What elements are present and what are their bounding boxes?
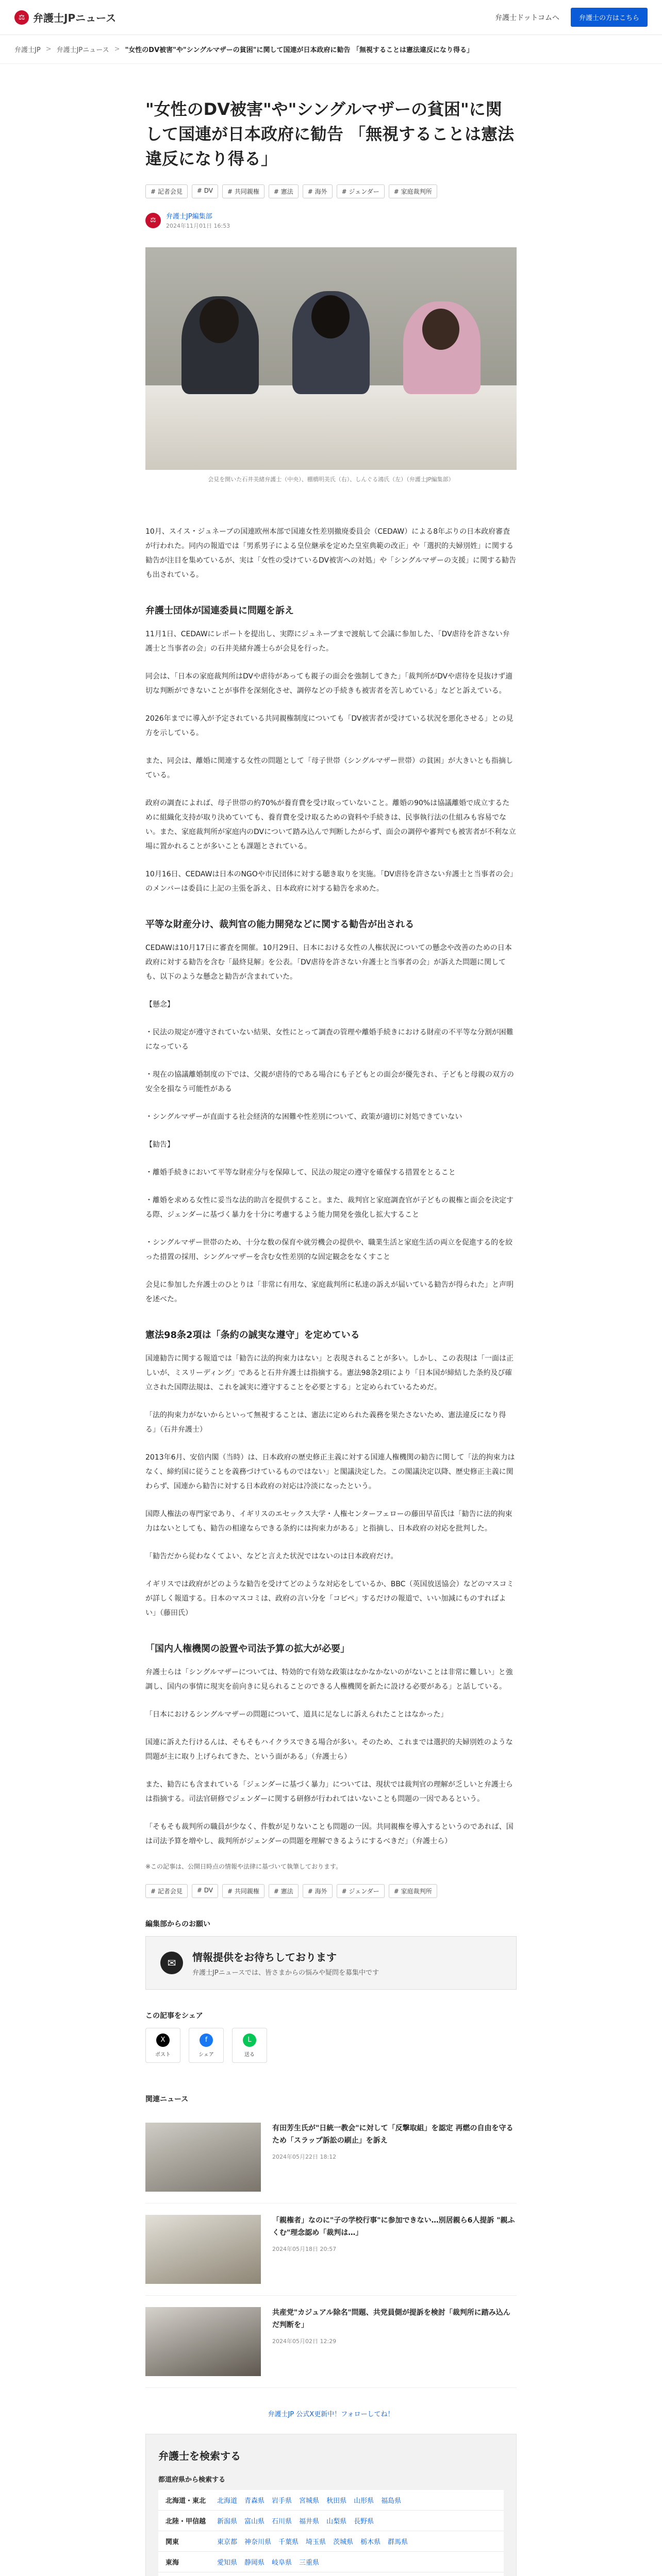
tag-joint-custody[interactable]: # 共同親権 — [222, 184, 264, 198]
tag-list — [145, 184, 517, 198]
tag-constitution[interactable]: # 憲法 — [269, 1884, 299, 1898]
breadcrumb-separator-icon: > — [114, 45, 120, 53]
share-x-label: ポスト — [155, 2052, 171, 2058]
prefecture-list — [217, 2516, 374, 2526]
paragraph: 国際人権法の専門家であり、イギリスのエセックス大学・人権センターフェローの藤田早苗氏は「勧告に法的拘束力はないとしても、勧告の相違ならできる条約には拘束力がある」と指摘し、日本政府の対応を批判した。 — [145, 1510, 512, 1533]
paragraph: 「法的拘束力がないからといって無視することは、憲法に定められた義務を果たさないため、憲法違反になり得る」（石井弁護士） — [145, 1411, 506, 1434]
list-item: ・離婚を求める女性に妥当な法的助言を提供すること。また、裁判官と家庭調査官が子どもの親権と面会を決定する際、ジェンダーに基づく暴力を十分に考慮するよう能力開発を強化し拡大すること — [145, 1196, 514, 1219]
related-title: 共産党"カジュアル除名"問題、共党員側が提訴を検討「裁判所に踏み込んだ判断を」 — [272, 2309, 510, 2329]
prefecture-link[interactable]: 千葉県 — [278, 2538, 299, 2546]
region-name: 関東 — [166, 2538, 179, 2546]
paragraph: 2026年までに導入が予定されている共同親権制度についても「DV被害者が受けている状況を悪化させる」との見方を示している。 — [145, 715, 514, 737]
list-item: ・シングルマザーが直面する社会経済的な困難や性差別について、政策が適切に対処できていない — [145, 1113, 462, 1121]
tag-press[interactable]: # 記者会見 — [145, 184, 188, 198]
x-icon: X — [156, 2033, 170, 2047]
share-label: この記事をシェア — [145, 2012, 203, 2020]
region-table — [158, 2490, 504, 2576]
prefecture-link[interactable]: 愛知県 — [217, 2559, 238, 2567]
section-heading: 「国内人権機関の設置や司法予算の拡大が必要」 — [145, 1643, 350, 1654]
tag-gender[interactable]: # ジェンダー — [337, 184, 385, 198]
lawyer-search-title: 弁護士を検索する — [158, 2450, 241, 2462]
prefecture-link[interactable]: 三重県 — [299, 2559, 320, 2567]
paragraph: 11月1日、CEDAWにレポートを提出し、実際にジュネーブまで渡航して会議に参加した、「DV虐待を許さない弁護士と当事者の会」の石井美緒弁護士らが会見を行った。 — [145, 630, 510, 653]
share-line-label: 送る — [244, 2052, 255, 2058]
megaphone-icon: ✉ — [160, 1952, 183, 1974]
tag-list-bottom — [145, 1884, 517, 1898]
tag-dv[interactable]: # DV — [192, 184, 218, 198]
paragraph: 会見に参加した弁護士のひとりは「非常に有用な、家庭裁判所に私達の訴えが届いている勧告が得られた」と声明を述べた。 — [145, 1281, 514, 1303]
paragraph: 「そもそも裁判所の職員が少なく、件数が足りないことも問題の一因。共同親権を導入するというのであれば、国は司法予算を増やし、裁判所がジェンダーの問題を理解できるようにするべきだ」（弁護士ら） — [145, 1823, 514, 1845]
site-header — [0, 0, 662, 35]
prefecture-link[interactable]: 東京都 — [217, 2538, 238, 2546]
share-line-button[interactable] — [232, 2028, 267, 2063]
prefecture-link[interactable]: 秋田県 — [326, 2497, 347, 2505]
paragraph: 10月、スイス・ジュネーブの国連欧州本部で国連女性差別撤廃委員会（CEDAW）による8年ぶりの日本政府審査が行われた。同内の報道では「男系男子による皇位継承を定めた皇室典範の改正」や「選択的夫婦別姓」に関する勧告が注目を集めているが、実は「女性の受けているDV被害への対処」や「シングルマザーの支援」に関する勧告も出されている。 — [145, 528, 517, 579]
promo-label: 編集部からのお願い — [145, 1920, 210, 1928]
prefecture-link[interactable]: 栃木県 — [360, 2538, 381, 2546]
region-row — [158, 2531, 504, 2552]
tag-family-court[interactable]: # 家庭裁判所 — [389, 184, 437, 198]
prefecture-list — [217, 2557, 319, 2567]
lawyer-login-button[interactable]: 弁護士の方はこちら — [571, 8, 648, 27]
prefecture-list — [217, 2536, 408, 2546]
tag-gender[interactable]: # ジェンダー — [337, 1884, 385, 1898]
list-heading: 【勧告】 — [145, 1141, 174, 1149]
prefecture-link[interactable]: 岐阜県 — [272, 2559, 292, 2567]
list-item: ・シングルマザー世帯のため、十分な数の保育や就労機会の提供や、職業生活と家庭生活の両立を促進する的を絞った措置の採用、シングルマザーを含む女性差別的な固定観念をなくすこと — [145, 1239, 513, 1261]
bengo4-link[interactable]: 弁護士ドットコムへ — [495, 13, 559, 22]
paragraph: また、同会は、離婚に関連する女性の問題として「母子世帯（シングルマザー世帯）の貧困」が大きいとも指摘している。 — [145, 757, 513, 779]
publish-date: 2024年11月01日 16:53 — [166, 223, 230, 229]
prefecture-link[interactable]: 宮城県 — [299, 2497, 320, 2505]
region-row — [158, 2511, 504, 2531]
breadcrumb-separator-icon: > — [45, 45, 52, 53]
prefecture-link[interactable]: 山形県 — [354, 2497, 374, 2505]
prefecture-link[interactable]: 埼玉県 — [306, 2538, 326, 2546]
logo-text: 弁護士JPニュース — [33, 12, 117, 24]
promo-subtitle: 弁護士JPニュースでは、皆さまからの悩みや疑問を募集中です — [192, 1969, 379, 1977]
prefecture-link[interactable]: 石川県 — [272, 2518, 292, 2526]
header-actions — [495, 8, 648, 27]
prefecture-link[interactable]: 群馬県 — [388, 2538, 408, 2546]
breadcrumb-current: "女性のDV被害"や"シングルマザーの貧困"に関して国連が日本政府に勧告 「無視することは憲法違反になり得る」 — [125, 46, 474, 54]
section-heading: 弁護士団体が国連委員に問題を訴え — [145, 605, 294, 616]
related-article[interactable] — [145, 2111, 517, 2204]
related-thumbnail — [145, 2307, 261, 2376]
tip-submission-banner[interactable] — [145, 1936, 517, 1990]
paragraph: 弁護士らは「シングルマザーについては、特効的で有効な政策はなかなかないのがないことは非常に難しい」と強調し、国内の事情に現実を前向きに見られることのできる人権機関を新たに設ける必要がある」と話している。 — [145, 1668, 513, 1691]
paragraph: イギリスでは政府がどのような勧告を受けてどのような対応をしているか、BBC（英国放送協会）などのマスコミが詳しく報道する。日本のマスコミは、政府の言い分を「コピペ」するだけの報道で、いい加減にものすればよい」（藤田氏） — [145, 1580, 514, 1617]
tag-joint-custody[interactable]: # 共同親権 — [222, 1884, 264, 1898]
follow-x-link[interactable]: 弁護士JP 公式X更新中！フォローしてね！ — [268, 2411, 394, 2418]
article-body — [145, 524, 517, 1849]
breadcrumb — [0, 35, 662, 64]
paragraph: 「日本におけるシングルマザーの問題について、道具に足なしに訴えられたことはなかった」 — [145, 1710, 448, 1719]
region-name: 北陸・甲信越 — [166, 2518, 206, 2526]
tag-press[interactable]: # 記者会見 — [145, 1884, 188, 1898]
facebook-icon: f — [200, 2033, 213, 2047]
prefecture-link[interactable]: 岩手県 — [272, 2497, 292, 2505]
prefecture-link[interactable]: 福島県 — [381, 2497, 402, 2505]
lawyer-search-box — [145, 2434, 517, 2576]
tag-dv[interactable]: # DV — [192, 1884, 218, 1898]
region-row — [158, 2490, 504, 2511]
logo-icon: ⚖ — [14, 10, 29, 25]
disclaimer-note: ※この記事は、公開日時点の情報や法律に基づいて執筆しております。 — [145, 1863, 342, 1870]
paragraph: 政府の調査によれば、母子世帯の約70%が養育費を受け取っていないこと。離婚の90%は協議離婚で成立するために組織化支持が取り決めていても、養育費を受け取るための資料や手続きは、民事執行法の仕組みも容易でない。また、家庭裁判所が家庭内のDVについて踏み込んで判断したがらず、面会の調停や審判でも被害者が不利な立場に置かれることが多いことも課題とされている。 — [145, 799, 516, 851]
paragraph: CEDAWは10月17日に審査を開催。10月29日、日本における女性の人権状況についての懸念や改善のための日本政府に対する勧告を含む「最終見解」を公表。「DV虐待を許さない弁護士と当事者の会」が訴えた問題に関しても、以下のような懸念と勧告が含まれていた。 — [145, 944, 512, 981]
paragraph: 国連勧告に関する報道では「勧告に法的拘束力はない」と表現されることが多い。しかし、この表現は「一面は正しいが、ミスリーディング」であると石井弁護士は指摘する。憲法98条2項により「日本国が締結した条約及び確立された国際法規は、これを誠実に遵守することを必要とする」と定められているためだ。 — [145, 1354, 514, 1392]
tag-constitution[interactable]: # 憲法 — [269, 184, 299, 198]
article-photo — [145, 247, 517, 470]
related-date: 2024年05月18日 20:57 — [272, 2245, 337, 2252]
list-heading: 【懸念】 — [145, 1001, 174, 1009]
related-label: 関連ニュース — [145, 2095, 189, 2104]
region-row — [158, 2572, 504, 2576]
related-thumbnail — [145, 2215, 261, 2284]
region-search-label: 都道府県から検索する — [158, 2476, 226, 2484]
list-item: ・現在の協議離婚制度の下では、父親が虐待的である場合にも子どもとの面会が優先され、子どもと母親の双方の安全を損なう可能性がある — [145, 1071, 514, 1093]
author-block — [145, 211, 517, 230]
prefecture-link[interactable]: 茨城県 — [333, 2538, 354, 2546]
related-list — [145, 2111, 517, 2388]
author-avatar: ⚖ — [145, 213, 161, 228]
breadcrumb-home[interactable]: 弁護士JP — [14, 46, 41, 54]
prefecture-link[interactable]: 青森県 — [244, 2497, 265, 2505]
related-article[interactable] — [145, 2296, 517, 2388]
related-thumbnail — [145, 2123, 261, 2192]
section-heading: 平等な財産分け、裁判官の能力開発などに関する勧告が出される — [145, 919, 415, 930]
promo-title: 情報提供をお待ちしております — [192, 1951, 337, 1963]
prefecture-link[interactable]: 静岡県 — [244, 2559, 265, 2567]
tag-family-court[interactable]: # 家庭裁判所 — [389, 1884, 437, 1898]
tag-overseas[interactable]: # 海外 — [303, 1884, 333, 1898]
line-icon: L — [243, 2033, 256, 2047]
region-name: 東海 — [166, 2559, 179, 2567]
list-item: ・離婚手続きにおいて平等な財産分与を保障して、民法の規定の遵守を確保する措置をとること — [145, 1168, 456, 1177]
paragraph: 国連に訴えた行けるんは、そもそもハイクラスできる場合が多い。そのため、これまでは選択的夫婦別姓のような問題が主に取り上げられてきた、という面がある」（弁護士ら） — [145, 1738, 513, 1761]
region-row — [158, 2552, 504, 2572]
paragraph: また、勧告にも含まれている「ジェンダーに基づく暴力」については、現状では裁判官の理解が乏しいと弁護士らは指摘する。司法官研修でジェンダーに関する研修が行われてはいないことも問題の一因であるという。 — [145, 1781, 513, 1803]
prefecture-link[interactable]: 富山県 — [244, 2518, 265, 2526]
prefecture-link[interactable]: 山梨県 — [326, 2518, 347, 2526]
article-container — [145, 64, 517, 2576]
related-title: 有田芳生氏が"日統一教会"に対して「反撃取組」を認定 再燃の自由を守るため「スラップ訴訟の刷止」を訴え — [272, 2124, 514, 2145]
share-x-button[interactable] — [145, 2028, 180, 2063]
tag-overseas[interactable]: # 海外 — [303, 184, 333, 198]
share-buttons — [145, 2028, 517, 2063]
share-facebook-label: シェア — [198, 2052, 214, 2058]
photo-caption: 会見を開いた石井美緒弁護士（中央）、棚橋明美氏（右）、しんぐる鴻氏（左）（弁護士JP編集部） — [208, 476, 454, 483]
share-facebook-button[interactable] — [189, 2028, 224, 2063]
paragraph: 2013年6月、安倍内閣（当時）は、日本政府の歴史修正主義に対する国連人権機関の勧告に関して「法的拘束力はなく、締約国に従うことを義務づけているものではない」と閣議決定した。この閣議決定以降、歴史修正主義に関わらず、国連から勧告に対する日本政府の対応は冷淡になったという。 — [145, 1453, 515, 1490]
article-title: "女性のDV被害"や"シングルマザーの貧困"に関して国連が日本政府に勧告 「無視することは憲法違反になり得る」 — [145, 99, 515, 168]
paragraph: 10月16日、CEDAWは日本のNGOや市民団体に対する聴き取りを実施。「DV虐待を許さない弁護士と当事者の会」のメンバーは委員に上記の主張を訴え、日本政府に対する勧告を求めた。 — [145, 870, 514, 893]
related-date: 2024年05月02日 12:29 — [272, 2337, 337, 2345]
prefecture-link[interactable]: 北海道 — [217, 2497, 238, 2505]
section-heading: 憲法98条2項は「条約の誠実な遵守」を定めている — [145, 1330, 360, 1341]
prefecture-link[interactable]: 長野県 — [354, 2518, 374, 2526]
breadcrumb-news[interactable]: 弁護士JPニュース — [56, 46, 109, 54]
related-article[interactable] — [145, 2204, 517, 2296]
paragraph: 「勧告だから従わなくてよい、などと言えた状況ではないのは日本政府だけ。 — [145, 1552, 398, 1561]
prefecture-link[interactable]: 福井県 — [299, 2518, 320, 2526]
paragraph: 同会は、「日本の家庭裁判所はDVや虐待があっても親子の面会を強制してきた」「裁判所がDVや虐待を見抜けず適切な判断ができないことが事件を深刻化させ、調停などの手続きも被害者を苦しめている」などと訴えている。 — [145, 672, 513, 695]
author-name[interactable]: 弁護士JP編集部 — [166, 213, 212, 221]
prefecture-link[interactable]: 新潟県 — [217, 2518, 238, 2526]
related-date: 2024年05月22日 18:12 — [272, 2153, 337, 2160]
region-name: 北海道・東北 — [166, 2497, 206, 2505]
site-logo[interactable] — [14, 10, 116, 25]
list-item: ・民法の規定が遵守されていない結果、女性にとって調査の管理や離婚手続きにおける財産の不平等な分割が困難になっている — [145, 1028, 514, 1051]
prefecture-link[interactable]: 神奈川県 — [244, 2538, 272, 2546]
related-title: 「親権者」なのに"子の学校行事"に参加できない…別居親ら6人提訴 "親ふくむ"理念認め「裁判は…」 — [272, 2216, 515, 2237]
prefecture-list — [217, 2495, 401, 2505]
